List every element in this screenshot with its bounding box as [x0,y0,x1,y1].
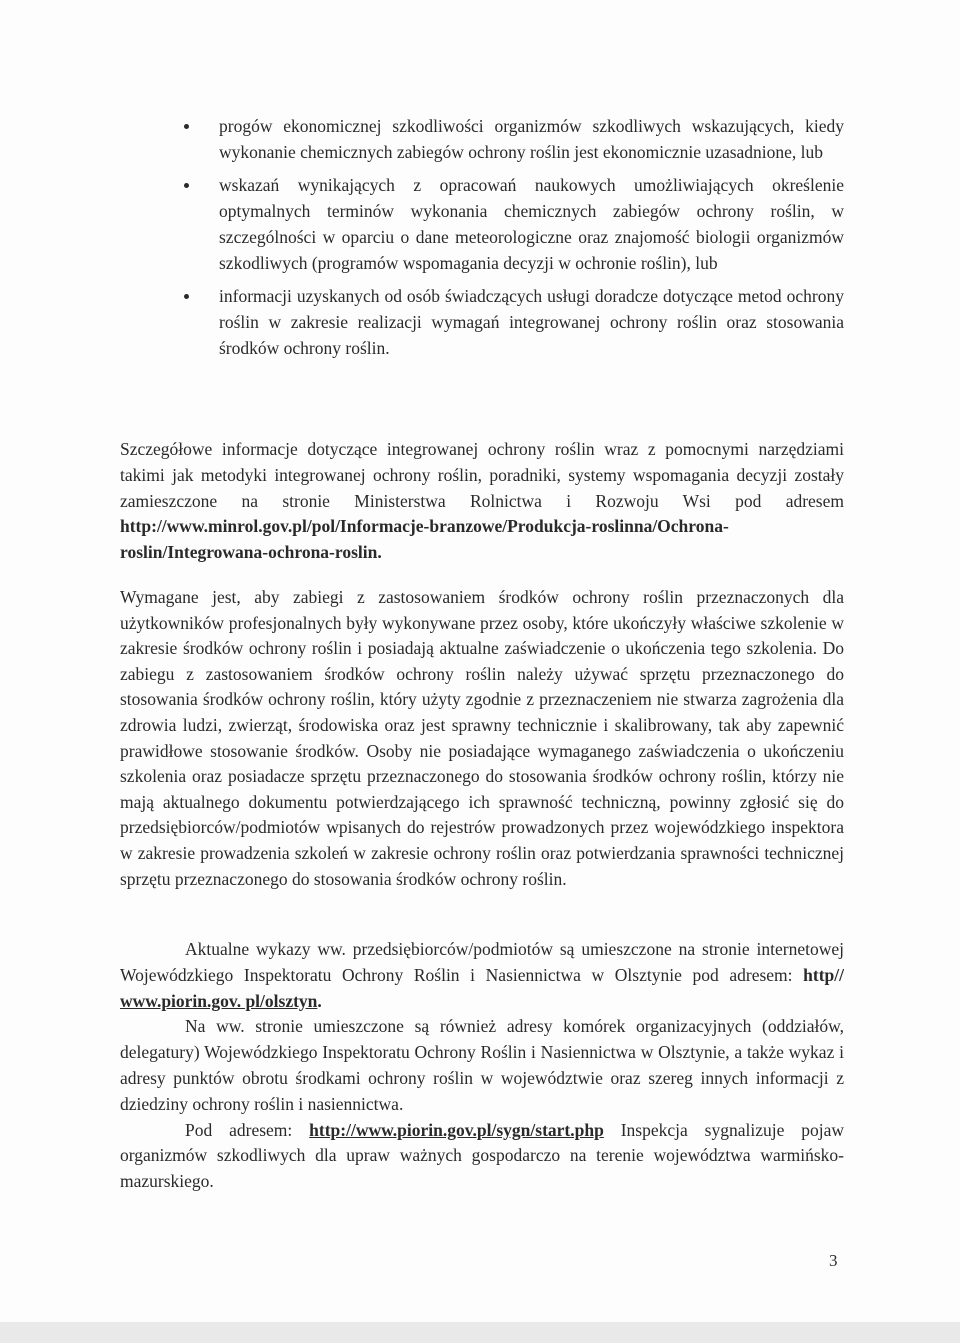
paragraph-text: Aktualne wykazy ww. przedsiębiorców/podmiotów są umieszczone na stronie internetowej Wojewódzkiego Inspektoratu Ochrony Roślin i Nasiennictwa w Olsztynie pod adresem: [120,939,844,985]
bullet-list [219,113,844,368]
list-item [219,172,844,277]
list-item [219,283,844,362]
list-item [219,113,844,166]
piorin-signal-link[interactable]: http://www.piorin.gov.pl/sygn/start.php [309,1119,604,1140]
paragraph-text: Pod adresem: [185,1119,310,1140]
paragraph-text: Na ww. stronie umieszczone są również adresy komórek organizacyjnych (oddziałów, delegatury) Wojewódzkiego Inspektoratu Ochrony Roślin i Nasiennictwa w Olsztynie, a także wykaz i adresy punktów obrotu środkami ochrony roślin w województwie oraz szereg innych informacji z dziedziny ochrony roślin i nasiennictwa. [120,1016,844,1114]
list-item-text: informacji uzyskanych od osób świadczących usługi doradcze dotyczące metod ochrony roślin w zakresie realizacji wymagań integrowanej ochrony roślin oraz stosowania środków ochrony roślin. [219,285,844,359]
bullet-icon [184,294,189,299]
page-number: 3 [829,1251,838,1270]
paragraph-text: Inspekcja sygnalizuje pojaw organizmów szkodliwych dla upraw ważnych gospodarczo na terenie województwa warmińsko-mazurskiego. [120,1119,844,1192]
scan-edge [0,1322,960,1343]
paragraph-requirements: Wymagane jest, aby zabiegi z zastosowaniem środków ochrony roślin przeznaczonych dla użytkowników profesjonalnych były wykonywane przez osoby, które ukończyły właściwe szkolenie w zakresie środków ochrony roślin i posiadają aktualne zaświadczenie o ukończenia tego szkolenia. Do zabiegu z zastosowaniem środków ochrony roślin należy używać sprzętu przeznaczonego do stosowania środków ochrony roślin, który użyty zgodnie z przeznaczeniem nie stwarza zagrożenia dla zdrowia ludzi, zwierząt, środowiska oraz jest sprawny technicznie i skalibrowany, tak aby zapewnić prawidłowe stosowanie środków. Osoby nie posiadające wymaganego zaświadczenia o ukończeniu szkolenia oraz posiadacze sprzętu przeznaczonego do stosowania środków ochrony roślin, którzy nie mają aktualnego dokumentu potwierdzającego ich sprawność techniczną, powinny zgłosić się do przedsiębiorców/podmiotów wpisanych do rejestrów prowadzonych przez wojewódzkiego inspektora w zakresie prowadzenia szkoleń w zakresie ochrony roślin oraz potwierdzania sprawności technicznej sprzętu przeznaczonego do stosowania środków ochrony roślin. [120,587,844,889]
bullet-icon [184,124,189,129]
url-prefix: http// [803,964,844,985]
piorin-olsztyn-link[interactable]: www.piorin.gov. pl/olsztyn [120,990,318,1011]
ministry-url-link[interactable]: http://www.minrol.gov.pl/pol/Informacje-branzowe/Produkcja-roslinna/Ochrona-roslin/Integrowana-ochrona-roslin. [120,516,729,563]
paragraph-contacts [120,937,844,1195]
list-item-text: progów ekonomicznej szkodliwości organizmów szkodliwych wskazujących, kiedy wykonanie chemicznych zabiegów ochrony roślin jest ekonomicznie uzasadnione, lub [219,116,844,163]
list-item-text: wskazań wynikających z opracowań naukowych umożliwiających określenie optymalnych terminów wykonania chemicznych zabiegów ochrony roślin, w szczególności w oparciu o dane meteorologiczne oraz znajomość biologii organizmów szkodliwych (programów wspomagania decyzji w ochronie roślin), lub [219,174,844,274]
paragraph-ipm-info [120,437,844,566]
url-suffix: . [317,990,322,1011]
bullet-icon [184,183,189,188]
paragraph-text: Szczegółowe informacje dotyczące integrowanej ochrony roślin wraz z pomocnymi narzędziami takimi jak metodyki integrowanej ochrony roślin, poradniki, systemy wspomagania decyzji zostały zamieszczone na stronie Ministerstwa Rolnictwa i Rozwoju Wsi pod adresem [120,439,844,511]
